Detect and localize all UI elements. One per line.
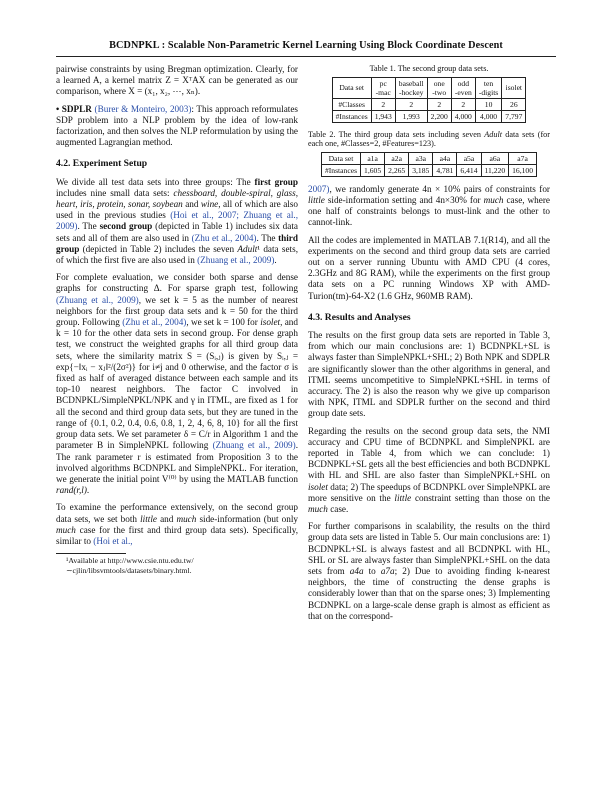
header-rule [56, 56, 556, 57]
text-italic: little [308, 194, 325, 205]
text: constraint setting than those on the [411, 492, 550, 503]
text: case for the first and third group data sets). Specifically, similar to [56, 524, 298, 546]
table-cell: 2 [427, 98, 451, 110]
citation-link[interactable]: (Zhuang et al., 2009) [56, 294, 139, 305]
text-italic: little [394, 492, 412, 503]
table-cell: 1,943 [371, 110, 395, 122]
cell-line: -mac [375, 87, 391, 97]
cell-line: -hockey [398, 87, 424, 97]
footnote: ¹Available at http://www.csie.ntu.edu.tw/ ∼cjlin/libsvmtools/datasets/binary.html. [66, 556, 194, 575]
text-italic: much [308, 504, 328, 515]
paragraph-comparison-kernel: pairwise constraints by using Bregman optimization. Clearly, for a learned A, a kernel matrix Z = XᵀAX can be generated as our comparison, where X = (x₁, x₂, ⋯, xₙ). [56, 64, 298, 97]
cell-line: ten [483, 78, 494, 88]
text-italic: a7a [380, 566, 395, 577]
table-cell: a7a [509, 152, 537, 164]
table-cell: a6a [481, 152, 509, 164]
cell-line: baseball [398, 78, 424, 88]
left-column [56, 64, 298, 575]
table1-caption: Table 1. The second group data sets. [369, 64, 489, 73]
text: . [274, 255, 277, 266]
table-cell: #Classes [332, 98, 371, 110]
citation-link[interactable]: (Hoi et al., [93, 535, 133, 546]
text: includes nine small data sets: [56, 187, 174, 198]
bullet-sdplr [56, 104, 298, 149]
citation-link[interactable]: (Zhuang et al., 2009) [197, 255, 275, 266]
paragraph-graph-construction [56, 272, 298, 496]
text: For further comparisons in scalability, the results on the third group data sets are listed in Table 5. Our main conclusions are: 1) BCDNPKL+SL is always fastest and all BCDNPKL with HL, SHL or SL are always faster than SimpleNPKL+SHL on the data sets from [308, 521, 550, 577]
section-heading-results: 4.3. Results and Analyses [308, 311, 411, 323]
text: data sets (for each one, #Classes=2, #Features=123). [308, 129, 550, 149]
text: case. [327, 504, 349, 515]
cell-line: odd [457, 78, 469, 88]
text: , all of which are also used in the previous studies [56, 199, 298, 221]
table-row [332, 77, 526, 98]
bullet-text: : This approach reformulates SDP problem into a NLP problem by the idea of low-rank factorization, and then solves the NLP reformulation by using the augmented Lagrangian method. [56, 103, 298, 148]
table-cell: 26 [502, 98, 526, 110]
table-cell: 16,100 [509, 164, 537, 176]
text: case, where one half of constraints belongs to must-link and the other to cannot-link. [308, 194, 550, 228]
text: and [156, 513, 177, 524]
text: . The [256, 232, 279, 243]
table-cell: 6,414 [457, 164, 481, 176]
table-cell: Data set [321, 152, 360, 164]
text-italic: much [176, 513, 197, 524]
text: (depicted in Table 1) includes six data sets and all of them are also used in [56, 221, 298, 243]
text-italic: Adult [237, 243, 258, 254]
text: side-information (but only [196, 513, 299, 524]
text: (depicted in Table 2) includes the seven [79, 243, 238, 254]
table-cell: a1a [361, 152, 385, 164]
citation-link[interactable]: 2007) [308, 183, 330, 194]
table-cell [451, 77, 475, 98]
text: , we randomly generate 4n × 10% pairs of constraints for [329, 183, 550, 194]
table-row [321, 164, 536, 176]
citation-link[interactable]: (Zhu et al., 2004) [191, 232, 257, 243]
running-header: BCDNPKL : Scalable Non-Parametric Kernel Learning Using Block Coordinate Descent [109, 40, 503, 51]
paragraph-second-group-results [308, 426, 550, 516]
text: . The [77, 221, 100, 232]
table-cell: 1,605 [361, 164, 385, 176]
table-cell: 4,000 [475, 110, 501, 122]
text-bold: second group [99, 221, 153, 232]
paragraph-data-groups [56, 177, 298, 267]
text-bold: third group [56, 232, 298, 254]
text-italic: chessboard, double-spiral, glass, heart, iris, protein, sonar, soybean [56, 187, 298, 210]
citation-link[interactable]: (Zhuang et al., 2009) [212, 440, 296, 451]
text: Regarding the results on the second group data sets, the NMI accuracy and CPU time of BCDNPKL and SimpleNPKL are reported in Table 4, from which we can conclude: 1) BCDNPKL+SL gets all the best efficiencies and both BCDNPKL with HL and SHL are also faster than SimpleNPKL+SHL on [308, 425, 550, 481]
text-italic: little [140, 513, 157, 524]
table-cell: 10 [475, 98, 501, 110]
table-cell: 4,781 [433, 164, 457, 176]
table-cell: 4,000 [451, 110, 475, 122]
table-cell: a4a [433, 152, 457, 164]
table-cell: 2 [395, 98, 427, 110]
text: side-information setting and 4n×30% for [324, 194, 484, 205]
table-cell: 3,185 [409, 164, 433, 176]
cell-line: one [433, 78, 445, 88]
text: and [182, 199, 201, 210]
table-cell [427, 77, 451, 98]
text: data; 2) The speedups of BCDNPKL over SimpleNPKL are more sensitive on the [308, 481, 550, 503]
table-cell: #Instances [332, 110, 371, 122]
table-cell [475, 77, 501, 98]
paragraph-implementation: All the codes are implemented in MATLAB 7.1(R14), and all the experiments on the second and third group data sets are carried out on a server running Ubuntu with AMD CPU (4 cores, 2.3GHz and 8G RAM), while the experiments on the first group data sets on a PC running Windows XP with AMD-Turion(tm)-64-X2 (1.6 GHz, 960MB RAM). [308, 234, 550, 301]
citation-link[interactable]: (Hoi et al., 2007; Zhuang et al., 2009) [56, 210, 299, 232]
table-cell: 1,993 [395, 110, 427, 122]
text: . The rank parameter r is estimated from Proposition 3 to the involved algorithms BCDNPKL and SimpleNPKL. For iteration, we generate the initial point V⁽⁰⁾ by using the MATLAB function [56, 440, 298, 484]
text: To examine the performance extensively, on the second group data sets, we set both [56, 502, 298, 524]
text: We divide all test data sets into three groups: The [56, 176, 255, 187]
table-cell: 2,200 [427, 110, 451, 122]
text-italic: much [483, 194, 504, 205]
paragraph-side-information [56, 502, 298, 547]
cell-line: pc [379, 78, 387, 88]
section-heading-setup: 4.2. Experiment Setup [56, 158, 148, 170]
cell-line: -digits [478, 87, 499, 97]
footnote-rule [56, 553, 126, 554]
bullet-label: • SDPLR [56, 103, 92, 114]
text-italic: isolet [260, 317, 281, 328]
table-second-group [332, 77, 527, 123]
citation-link[interactable]: (Burer & Monteiro, 2003) [94, 103, 192, 114]
paragraph-first-group-results: The results on the first group data sets are reported in Table 3, from which our main conclusions are: 1) BCDNPKL+SL is always faster than SimpleNPKL+SHL; 2) Both NPK and SDPLR are significantly slower than the other algorithms in general, and ITML seems uncompetitive to SimpleNPKL+SHL in terms of accuracy. The 2) is also the reason why we give up comparison with NPK, ITML and SDPLR further on the second and third group date sets. [308, 330, 550, 419]
citation-link[interactable]: (Zhu et al., 2004) [122, 317, 187, 328]
table-cell: 2 [451, 98, 475, 110]
table-row [332, 110, 526, 122]
table-cell: 7,797 [502, 110, 526, 122]
text: , we set k = 5 as the number of nearest neighbors for the first group data sets and k = 50 for the third group. Following [56, 294, 298, 328]
table-cell: a2a [385, 152, 409, 164]
text: to [363, 566, 381, 577]
table2-caption [308, 130, 550, 149]
text: Table 2. The third group data sets including seven [308, 129, 485, 139]
right-column [308, 64, 550, 628]
table-cell: 2 [371, 98, 395, 110]
table-cell [395, 77, 427, 98]
text-italic: rand(r,l) [56, 485, 87, 496]
table-cell: isolet [502, 77, 526, 98]
table-row [321, 152, 536, 164]
text-bold: first group [254, 176, 298, 187]
paragraph-constraint-generation [308, 184, 550, 229]
paragraph-third-group-results [308, 521, 550, 622]
table-cell: a3a [409, 152, 433, 164]
table-cell: 11,220 [481, 164, 509, 176]
text: ¹ data sets, of which the first five are also used in [56, 243, 298, 266]
text-italic: isolet [308, 481, 328, 492]
table-cell: a5a [457, 152, 481, 164]
table-cell: #Instances [321, 164, 360, 176]
table-third-group [321, 152, 537, 177]
text-italic: wine [200, 199, 219, 210]
cell-line: -even [454, 87, 472, 97]
table-cell: 2,265 [385, 164, 409, 176]
text: ; 2) Due to avoiding finding k-nearest neighbors, the time of constructing the dense graphs is considerably lower than that on the sparse ones; 3) Implementing BCDNPKL on a large-scale dense graph is almost as efficient as that on the correspond- [308, 566, 550, 621]
text-italic: much [56, 524, 76, 535]
text-italic: Adult [484, 129, 502, 139]
table-row [332, 98, 526, 110]
text: , we set k = 100 for [186, 317, 261, 328]
text: For complete evaluation, we consider both sparse and dense graphs for constructing Δ. For sparse graph test, following [56, 272, 298, 294]
cell-line: -two [432, 87, 447, 97]
text: , and k = 10 for the other data sets in second group. For dense graph test, we construct the weighted graphs for all third group data sets, where the similarity matrix S = (Sᵢ,ⱼ) is given by Sᵢ,ⱼ = exp{−‖xᵢ − xⱼ‖²/(2σ²)} for i≠j and 0 otherwise, and the factor σ is fixed as half of averaged distance between each sample and its top-10 nearest neighbors. The factor C involved in BCDNPKL/SimpleNPKL/NPK and γ in ITML, are fixed as 1 for all the second and third group data sets, but they are tuned in the range of {0.1, 0.2, 0.4, 0.6, 0.8, 1, 2, 4, 6, 8, 10} for all the first group data sets. We set parameter δ = C/r in Algorithm 1 and the parameter B in SimpleNPKL following [56, 317, 298, 451]
table-cell: Data set [332, 77, 371, 98]
table-cell [371, 77, 395, 98]
text: . [86, 485, 90, 496]
text-italic: a4a [349, 566, 364, 577]
